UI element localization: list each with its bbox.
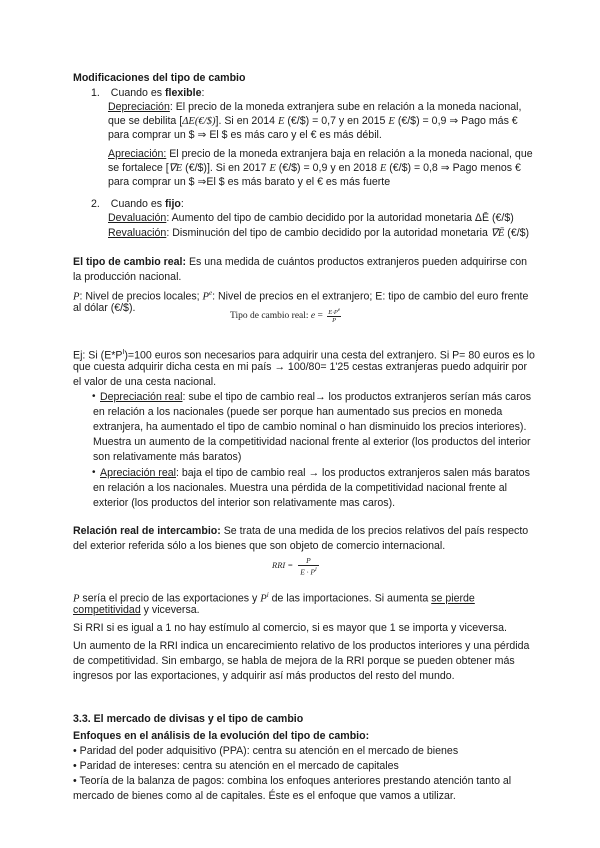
denominator-text: E · P xyxy=(300,567,315,577)
tipo-cambio-real-line-1 xyxy=(73,256,527,269)
list-number: 2. xyxy=(91,198,100,210)
nabla-ebar-symbol: ∇Ē xyxy=(490,228,505,239)
numerator-sup: e xyxy=(337,308,341,313)
apreciacion-label: Apreciación: xyxy=(108,148,167,160)
revaluacion-label: Revaluación xyxy=(108,227,167,239)
fijo-term: fijo xyxy=(164,198,181,210)
nabla-e-symbol: ∇E xyxy=(168,163,183,174)
rri-paragraph-line-3: Si RRI si es igual a 1 no hay estímulo al comercio, si es mayor que 1 se importa y viceversa. xyxy=(73,622,507,634)
text-span: que se debilita [ xyxy=(108,115,183,127)
apreciacion-real-line-1 xyxy=(100,467,530,480)
colon: : xyxy=(180,198,184,210)
tipo-cambio-real-formula xyxy=(230,307,341,324)
flexible-term: flexible xyxy=(164,87,202,99)
devaluacion-label: Devaluación xyxy=(108,212,167,224)
p-symbol: P xyxy=(73,593,80,605)
enfoque-item-ppa: • Paridad del poder adquisitivo (PPA): centra su atención en el mercado de bienes xyxy=(73,745,459,757)
ejemplo-line-3: el valor de una cesta nacional. xyxy=(73,376,217,388)
apreciacion-real-line-2: en relación a los nacionales. Muestra una pérdida de la competitividad nacional frente al xyxy=(93,482,507,494)
unit: (€/$) xyxy=(504,227,530,239)
apreciacion-text: El precio de la moneda extranjera baja en relación a la moneda nacional, que xyxy=(166,148,533,160)
formula-label: Tipo de cambio real: xyxy=(230,310,311,321)
depreciacion-text: : El precio de la moneda extranjera sube en relación a la moneda nacional, xyxy=(169,101,522,113)
tipo-cambio-real-line-2: la producción nacional. xyxy=(73,271,182,283)
depreciacion-label: Depreciación xyxy=(108,101,170,113)
depreciacion-real-line-1 xyxy=(100,391,531,404)
formula-denominator xyxy=(298,566,318,577)
e-symbol: E xyxy=(277,116,285,127)
p-symbol: P xyxy=(73,291,80,303)
enfoques-subtitle: Enfoques en el análisis de la evolución del tipo de cambio: xyxy=(73,730,370,742)
superscript: e xyxy=(209,289,213,297)
underlined-text: competitividad xyxy=(73,604,141,616)
text-span: : Nivel de precios locales; xyxy=(79,290,203,303)
text-span: Ej: Si (E*P xyxy=(73,349,123,362)
rri-line-2: del exterior referida sólo a los bienes que son objeto de comercio internacional. xyxy=(73,540,446,552)
section-title-rri: Relación real de intercambio: xyxy=(73,525,221,537)
apreciacion-line-1 xyxy=(108,148,533,161)
text-span: y viceversa. xyxy=(140,604,200,616)
list-item-text: Cuando es xyxy=(110,87,165,99)
depreciacion-line-1 xyxy=(108,101,521,114)
formula-numerator xyxy=(327,307,341,317)
depreciacion-real-line-5: son relativamente más baratos) xyxy=(93,451,242,463)
rri-paragraph-line-4: Un aumento de la RRI indica un encarecimiento relativo de los productos interiores y una pérdida xyxy=(73,640,530,652)
bullet: • xyxy=(92,467,96,478)
bullet: • xyxy=(92,391,96,402)
devaluacion-text: : Aumento del tipo de cambio decidido por la autoridad monetaria xyxy=(166,212,475,224)
numerator-text: E·P xyxy=(328,309,338,317)
section-title-modificaciones: Modificaciones del tipo de cambio xyxy=(73,72,246,84)
text-span: (€/$) = 0,8 ⇒ Pago menos € xyxy=(386,162,521,174)
section-title-tipo-cambio-real: El tipo de cambio real: xyxy=(73,256,187,268)
rri-paragraph-line-6: ingresos por las exportaciones, y adquirir así más productos del resto del mundo. xyxy=(73,670,455,682)
depreciacion-real-label: Depreciación real xyxy=(100,391,183,403)
apreciacion-real-label: Apreciación real xyxy=(100,467,176,479)
section-title-mercado-divisas: 3.3. El mercado de divisas y el tipo de cambio xyxy=(73,713,304,725)
superscript: I xyxy=(122,349,125,356)
depreciacion-line-3: para comprar un $ ⇒ El $ es más caro y el € es más débil. xyxy=(108,129,382,141)
list-item-text: Cuando es xyxy=(110,198,165,210)
text-span: Se trata de una medida de los precios relativos del país respecto xyxy=(220,525,529,537)
tipo-cambio-real-line-3 xyxy=(73,287,528,304)
denominator-sup: I xyxy=(315,568,317,573)
rri-formula xyxy=(272,556,319,577)
devaluacion-line xyxy=(108,212,514,225)
depreciacion-line-2 xyxy=(108,115,518,128)
text-span: sería el precio de las exportaciones y xyxy=(79,592,261,605)
rri-paragraph-line-5: de competitividad. Sin embargo, se habla de mejora de la RRI porque se pueden obtener más xyxy=(73,655,515,667)
formula-numerator: P xyxy=(298,556,318,566)
underlined-text: se pierde xyxy=(431,592,475,605)
text-span: : baja el tipo de cambio real → los productos extranjeros salen más baratos xyxy=(175,467,530,479)
formula-fraction xyxy=(298,556,318,577)
text-span: (€/$) = 0,7 y en 2015 xyxy=(284,115,389,127)
text-span: se fortalece [ xyxy=(108,162,169,174)
ejemplo-line-2: que cuesta adquirir dicha cesta en mi país → 100/80= 1'25 cestas extranjeras puedo adquirir por xyxy=(73,361,528,373)
text-span: de las importaciones. Si aumenta xyxy=(268,592,432,605)
depreciacion-real-line-2: en relación a los nacionales (puede ser porque han aumentado sus precios en moneda xyxy=(93,406,503,418)
list-item-flexible xyxy=(91,87,204,100)
text-span: : Nivel de precios en el extranjero; E: tipo de cambio del euro frente xyxy=(212,290,529,303)
e-symbol: E xyxy=(388,116,395,127)
pe-symbol: P xyxy=(202,291,210,303)
apreciacion-real-line-3: exterior (los productos del interior son relativamente mas caros). xyxy=(93,497,396,509)
pi-symbol: P xyxy=(260,593,267,605)
text-span: (€/$) = 0,9 y en 2018 xyxy=(275,162,380,174)
e-symbol: E xyxy=(379,163,387,174)
text-span: : sube el tipo de cambio real→ los productos extranjeros serían más caros xyxy=(182,391,532,403)
formula-equals: = xyxy=(315,310,326,321)
formula-denominator: P xyxy=(332,317,337,325)
rri-line-1 xyxy=(73,525,528,538)
revaluacion-text: : Disminución del tipo de cambio decidido por la autoridad monetaria xyxy=(166,227,491,239)
rri-paragraph-line-2 xyxy=(73,604,200,617)
colon: : xyxy=(201,87,205,99)
apreciacion-line-2 xyxy=(108,162,521,175)
text-span: (€/$) = 0,9 ⇒ Pago más € xyxy=(394,115,518,127)
tipo-cambio-real-line-4: al dólar (€/$). xyxy=(73,302,136,314)
text-span: Es una medida de cuántos productos extranjeros pueden adquirirse con xyxy=(186,256,528,268)
delta-ebar-symbol: ΔĒ xyxy=(474,212,490,224)
depreciacion-real-line-3: extranjera, ha aumentado el tipo de cambio nominal o han disminuido los precios interiores). xyxy=(93,421,527,433)
text-span: ]. Si en 2014 xyxy=(215,115,278,127)
delta-e-symbol: ΔE(€/$) xyxy=(182,116,216,127)
formula-label: RRI = xyxy=(272,560,296,571)
e-symbol: E xyxy=(269,163,276,174)
formula-fraction xyxy=(327,307,341,324)
revaluacion-line xyxy=(108,227,529,240)
apreciacion-line-3: para comprar un $ ⇒El $ es más barato y el € es más fuerte xyxy=(108,176,391,188)
list-number: 1. xyxy=(91,87,100,99)
formula-variable: e xyxy=(310,310,316,321)
list-item-fijo xyxy=(91,198,184,211)
enfoque-item-balanza-line-2: mercado de bienes como al de capitales. Éste es el enfoque que vamos a utilizar. xyxy=(73,790,456,802)
text-span: )=100 euros son necesarios para adquirir una cesta del extranjero. Si P= 80 euros es lo xyxy=(124,349,535,362)
depreciacion-real-line-4: Muestra un aumento de la competitividad nacional frente al exterior (los productos del interior xyxy=(93,436,531,448)
enfoque-item-balanza-line-1: • Teoría de la balanza de pagos: combina los enfoques anteriores prestando atención tanto al xyxy=(73,775,512,787)
unit: (€/$) xyxy=(489,212,514,224)
superscript: i xyxy=(266,591,269,599)
enfoque-item-intereses: • Paridad de intereses: centra su atención en el mercado de capitales xyxy=(73,760,399,772)
text-span: (€/$)]. Si en 2017 xyxy=(182,162,270,174)
